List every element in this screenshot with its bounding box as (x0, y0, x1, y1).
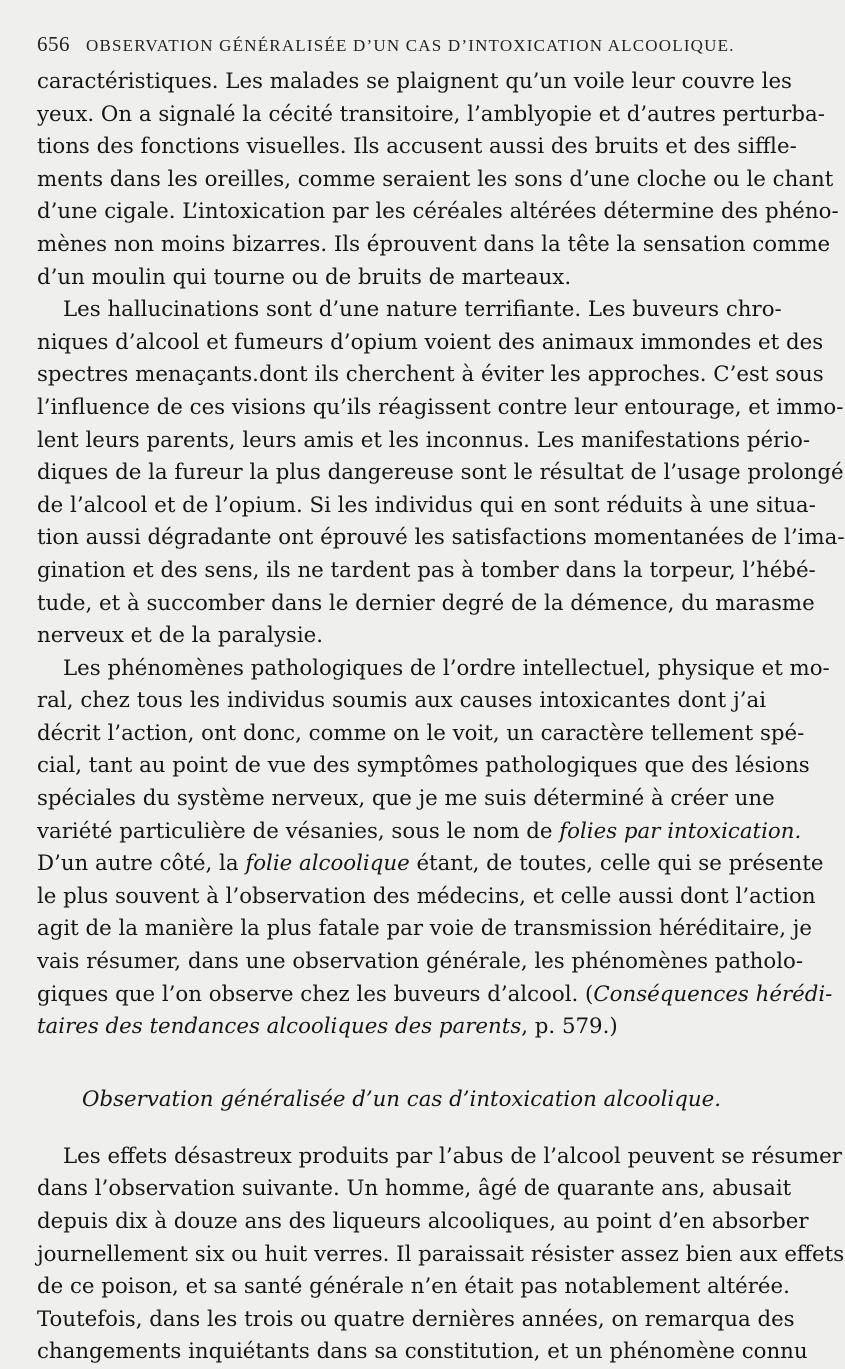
text-line: depuis dix à douze ans des liqueurs alcooliques, au point d’en absorber (37, 1209, 809, 1234)
section-title: Observation généralisée d’un cas d’intoxication alcoolique. (82, 1086, 721, 1112)
text-segment: D’un autre côté, la (37, 851, 246, 877)
text-line: Toutefois, dans les trois ou quatre dernières années, on remarqua des (37, 1306, 795, 1332)
text-line: tion aussi dégradante ont éprouvé les satisfactions momentanées de l’ima- (37, 525, 845, 551)
text-line: de ce poison, et sa santé générale n’en était pas notablement altérée. (37, 1274, 790, 1300)
running-title: OBSERVATION GÉNÉRALISÉE D’UN CAS D’INTOXICATION ALCOOLIQUE. (86, 36, 735, 55)
text-line (37, 979, 833, 1012)
text-line: gination et des sens, ils ne tardent pas à tomber dans la torpeur, l’hébé- (37, 557, 816, 583)
text-line: vais résumer, dans une observation générale, les phénomènes patholo- (37, 949, 804, 975)
text-segment: variété particulière de vésanies, sous le nom de (37, 818, 560, 844)
text-line: Les effets désastreux produits par l’abus de l’alcool peuvent se résumer (63, 1143, 842, 1169)
text-line: yeux. On a signalé la cécité transitoire, l’amblyopie et d’autres perturba- (37, 101, 825, 127)
text-line: niques d’alcool et fumeurs d’opium voient des animaux immondes et des (37, 329, 824, 355)
text-line: dans l’observation suivante. Un homme, âgé de quarante ans, abusait (37, 1176, 792, 1202)
paragraph-1 (37, 66, 839, 294)
text-line: le plus souvent à l’observation des médecins, et celle aussi dont l’action (37, 883, 816, 909)
text-line: tions des fonctions visuelles. Ils accusent aussi des bruits et des siffle- (37, 134, 797, 160)
text-line: journellement six ou huit verres. Il paraissait résister assez bien aux effets (37, 1241, 845, 1267)
text-line: tude, et à succomber dans le dernier degré de la démence, du marasme (37, 590, 815, 616)
text-line: d’une cigale. L’intoxication par les céréales altérées détermine des phéno- (37, 199, 839, 225)
text-segment: étant, de toutes, celle qui se présente (409, 851, 824, 877)
text-line: décrit l’action, ont donc, comme on le voit, un caractère tellement spé- (37, 720, 805, 746)
text-line: caractéristiques. Les malades se plaignent qu’un voile leur couvre les (37, 69, 792, 94)
text-line (37, 848, 824, 881)
italic-term: folies par intoxication. (559, 818, 802, 844)
running-head (37, 32, 766, 66)
paragraph-4 (37, 1141, 845, 1369)
italic-citation: taires des tendances alcooliques des parents (37, 1014, 522, 1040)
italic-term: folie alcoolique (245, 851, 410, 877)
text-line: d’un moulin qui tourne ou de bruits de marteaux. (37, 264, 572, 290)
text-line: spectres menaçants.dont ils cherchent à éviter les approches. C’est sous (37, 362, 824, 388)
text-line: agit de la manière la plus fatale par voie de transmission héréditaire, je (37, 916, 813, 942)
text-line: mènes non moins bizarres. Ils éprouvent dans la tête la sensation comme (37, 231, 831, 257)
text-line (37, 816, 802, 849)
text-line: Les hallucinations sont d’une nature terrifiante. Les buveurs chro- (63, 297, 782, 323)
text-line: ments dans les oreilles, comme seraient les sons d’une cloche ou le chant (37, 166, 834, 192)
text-line: l’influence de ces visions qu’ils réagissent contre leur entourage, et immo- (37, 394, 844, 420)
italic-citation: Conséquences hérédi- (593, 981, 833, 1007)
text-line: Les phénomènes pathologiques de l’ordre intellectuel, physique et mo- (63, 655, 830, 681)
text-line: nerveux et de la paralysie. (37, 623, 324, 649)
text-segment: giques que l’on observe chez les buveurs d’alcool. ( (37, 981, 594, 1007)
text-line: changements inquiétants dans sa constitution, et un phénomène connu (37, 1339, 808, 1365)
text-line: ral, chez tous les individus soumis aux causes intoxicantes dont j’ai (37, 688, 766, 714)
text-line: spéciales du système nerveux, que je me suis déterminé à créer une (37, 786, 775, 812)
text-line: lent leurs parents, leurs amis et les inconnus. Les manifestations pério- (37, 427, 811, 453)
text-segment: , p. 579.) (521, 1014, 618, 1040)
paragraph-3 (37, 653, 833, 1044)
text-line: cial, tant au point de vue des symptômes pathologiques que des lésions (37, 753, 810, 779)
text-line: de l’alcool et de l’opium. Si les individus qui en sont réduits à une situa- (37, 492, 816, 518)
text-line (37, 1011, 766, 1044)
text-line: diques de la fureur la plus dangereuse sont le résultat de l’usage prolongé (37, 460, 844, 486)
page-number: 656 (37, 32, 70, 56)
paragraph-2 (37, 294, 845, 653)
